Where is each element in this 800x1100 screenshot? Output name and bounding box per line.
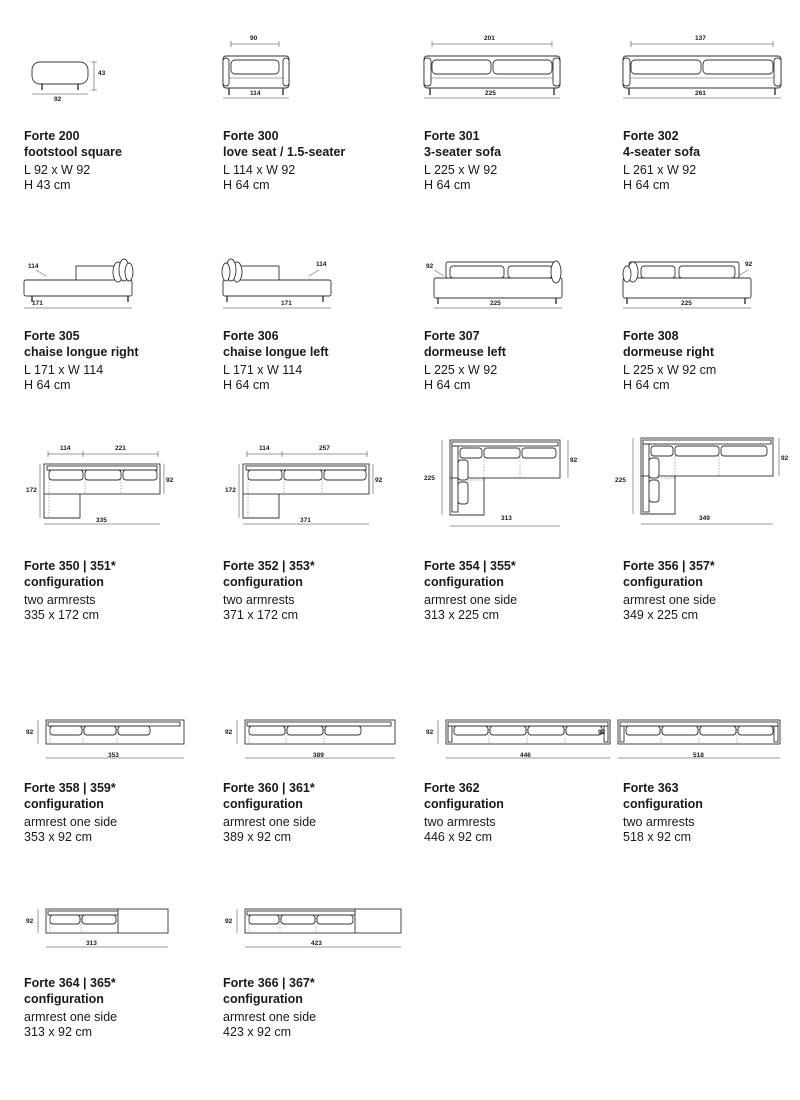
product-dimensions: L 92 x W 92 xyxy=(24,163,91,177)
drawing-outline xyxy=(281,915,315,924)
dimension-label: 92 xyxy=(781,455,789,462)
drawing-outline xyxy=(47,466,157,470)
product-code: Forte 358 | 359* xyxy=(24,781,116,795)
product-code: Forte 362 xyxy=(424,781,480,795)
dimension-label: 43 xyxy=(98,70,106,77)
product-code: Forte 350 | 351* xyxy=(24,559,116,573)
product-dimensions: L 225 x W 92 cm xyxy=(623,363,717,377)
product-code: Forte 302 xyxy=(623,129,679,143)
product-name: chaise longue right xyxy=(24,345,139,359)
drawing-outline xyxy=(448,726,452,742)
dimension-label: 137 xyxy=(695,35,706,42)
product-name: configuration xyxy=(24,575,104,589)
dimension-label: 335 xyxy=(96,517,107,524)
configuration-362-plan xyxy=(424,700,614,770)
drawing-outline xyxy=(123,470,157,480)
configuration-350-plan xyxy=(24,440,214,540)
product-description: armrest one side xyxy=(424,593,518,607)
product-description: armrest one side xyxy=(223,1010,317,1024)
product-dimensions: 313 x 225 cm xyxy=(424,608,500,622)
drawing-outline xyxy=(649,458,659,478)
cushion xyxy=(551,261,561,283)
drawing-outline xyxy=(626,726,660,735)
drawing-outline xyxy=(508,266,552,278)
drawing-outline xyxy=(566,726,602,735)
drawing-outline xyxy=(246,466,366,470)
product-dimensions: 446 x 92 cm xyxy=(424,830,493,844)
product-dimensions: 335 x 172 cm xyxy=(24,608,100,622)
dimension-label: 92 xyxy=(54,96,62,103)
product-code: Forte 305 xyxy=(24,329,80,343)
dormeuse-left-drawing xyxy=(424,250,614,330)
drawing-outline xyxy=(641,266,675,278)
product-name: configuration xyxy=(223,797,303,811)
product-name: configuration xyxy=(24,797,104,811)
configuration-364-plan xyxy=(24,895,214,965)
drawing-outline xyxy=(460,448,482,458)
dimension-label: 114 xyxy=(259,445,270,452)
dimension-label: 389 xyxy=(313,752,324,759)
dimension-line xyxy=(309,270,319,276)
product-height: H 64 cm xyxy=(623,178,670,192)
drawing-outline xyxy=(631,60,701,74)
footstool-drawing xyxy=(24,30,214,130)
drawing-outline xyxy=(82,915,116,924)
product-code: Forte 306 xyxy=(223,329,279,343)
drawing-outline xyxy=(48,911,118,915)
drawing-outline xyxy=(283,58,289,86)
drawing-outline xyxy=(452,446,458,512)
dimension-label: 92 xyxy=(166,477,174,484)
dimension-label: 92 xyxy=(225,918,233,925)
drawing-outline xyxy=(231,60,279,74)
product-code: Forte 308 xyxy=(623,329,679,343)
dimension-label: 446 xyxy=(520,752,531,759)
product-code: Forte 352 | 353* xyxy=(223,559,315,573)
drawing-outline xyxy=(432,60,491,74)
drawing-outline xyxy=(679,266,735,278)
product-name: dormeuse left xyxy=(424,345,506,359)
drawing-outline xyxy=(24,280,132,296)
product-code: Forte 307 xyxy=(424,329,480,343)
dimension-label: 92 xyxy=(598,729,606,736)
cushion xyxy=(222,263,230,281)
product-name: 4-seater sofa xyxy=(623,145,701,159)
product-code: Forte 354 | 355* xyxy=(424,559,516,573)
drawing-outline xyxy=(649,480,659,502)
product-code: Forte 356 | 357* xyxy=(623,559,715,573)
drawing-outline xyxy=(450,266,504,278)
drawing-outline xyxy=(643,444,649,512)
drawing-outline xyxy=(651,446,673,456)
drawing-outline xyxy=(620,726,624,742)
product-height: H 43 cm xyxy=(24,178,71,192)
dimension-label: 92 xyxy=(26,918,34,925)
product-code: Forte 300 xyxy=(223,129,279,143)
product-dimensions: 389 x 92 cm xyxy=(223,830,292,844)
drawing-outline xyxy=(249,915,279,924)
drawing-outline xyxy=(32,62,88,84)
drawing-outline xyxy=(458,460,468,480)
product-name: configuration xyxy=(424,797,504,811)
drawing-outline xyxy=(118,726,150,735)
product-code: Forte 200 xyxy=(24,129,80,143)
drawing-outline xyxy=(522,448,556,458)
product-name: configuration xyxy=(623,575,703,589)
product-name: configuration xyxy=(24,992,104,1006)
dimension-label: 423 xyxy=(311,940,322,947)
drawing-outline xyxy=(247,911,355,915)
product-code: Forte 366 | 367* xyxy=(223,976,315,990)
drawing-outline xyxy=(643,440,771,444)
product-description: armrest one side xyxy=(24,815,118,829)
drawing-outline xyxy=(721,446,767,456)
drawing-outline xyxy=(774,726,778,742)
dimension-label: 349 xyxy=(699,515,710,522)
dimension-label: 92 xyxy=(26,729,34,736)
dimension-label: 225 xyxy=(490,300,501,307)
drawing-outline xyxy=(454,726,488,735)
dimension-label: 261 xyxy=(695,90,706,97)
drawing-outline xyxy=(738,726,773,735)
drawing-outline xyxy=(48,722,180,726)
configuration-356-plan xyxy=(615,440,800,540)
cushion xyxy=(125,263,133,281)
product-description: two armrests xyxy=(24,593,96,607)
drawing-outline xyxy=(50,915,80,924)
drawing-outline xyxy=(434,278,562,298)
drawing-outline xyxy=(49,470,83,480)
product-code: Forte 360 | 361* xyxy=(223,781,315,795)
dimension-label: 225 xyxy=(681,300,692,307)
product-dimensions: 313 x 92 cm xyxy=(24,1025,93,1039)
product-dimensions: 518 x 92 cm xyxy=(623,830,692,844)
product-dimensions: L 114 x W 92 xyxy=(223,163,296,177)
drawing-outline xyxy=(424,58,431,86)
drawing-outline xyxy=(458,482,468,504)
drawing-outline xyxy=(623,58,630,86)
drawing-outline xyxy=(44,494,80,518)
dimension-label: 518 xyxy=(693,752,704,759)
product-dimensions: L 171 x W 114 xyxy=(223,363,303,377)
drawing-outline xyxy=(317,915,353,924)
three-seater-drawing xyxy=(424,30,614,130)
dimension-label: 90 xyxy=(250,35,258,42)
drawing-outline xyxy=(620,722,778,726)
chaise-longue-right-drawing xyxy=(24,250,214,330)
drawing-outline xyxy=(85,470,121,480)
product-height: H 64 cm xyxy=(223,378,270,392)
dimension-label: 114 xyxy=(250,90,261,97)
product-height: H 64 cm xyxy=(223,178,270,192)
dimension-label: 92 xyxy=(745,261,753,268)
drawing-outline xyxy=(50,726,82,735)
product-height: H 64 cm xyxy=(24,378,71,392)
drawing-outline xyxy=(448,722,608,726)
product-description: two armrests xyxy=(623,815,695,829)
configuration-363-plan xyxy=(600,700,790,770)
product-height: H 64 cm xyxy=(623,378,670,392)
product-name: dormeuse right xyxy=(623,345,714,359)
product-height: H 64 cm xyxy=(424,378,471,392)
product-dimensions: L 171 x W 114 xyxy=(24,363,104,377)
product-name: configuration xyxy=(223,575,303,589)
love-seat-drawing xyxy=(223,30,413,130)
product-dimensions: L 225 x W 92 xyxy=(424,363,498,377)
dormeuse-right-drawing xyxy=(623,250,800,330)
product-name: footstool square xyxy=(24,145,122,159)
drawing-outline xyxy=(623,278,751,298)
drawing-outline xyxy=(284,470,322,480)
dimension-label: 92 xyxy=(570,457,578,464)
dimension-line xyxy=(36,270,46,276)
configuration-352-plan xyxy=(223,440,413,540)
dimension-label: 171 xyxy=(281,300,292,307)
dimension-label: 371 xyxy=(300,517,311,524)
dimension-label: 225 xyxy=(424,475,435,482)
product-dimensions: L 225 x W 92 xyxy=(424,163,498,177)
product-name: 3-seater sofa xyxy=(424,145,502,159)
drawing-outline xyxy=(223,280,331,296)
product-dimensions: L 261 x W 92 xyxy=(623,163,697,177)
product-description: armrest one side xyxy=(223,815,317,829)
chaise-longue-left-drawing xyxy=(223,250,413,330)
drawing-outline xyxy=(243,494,279,518)
four-seater-drawing xyxy=(623,30,800,130)
product-name: love seat / 1.5-seater xyxy=(223,145,346,159)
drawing-outline xyxy=(223,58,229,86)
product-description: two armrests xyxy=(223,593,295,607)
product-dimensions: 423 x 92 cm xyxy=(223,1025,292,1039)
configuration-358-plan xyxy=(24,700,214,770)
configuration-366-plan xyxy=(223,895,413,965)
drawing-outline xyxy=(247,722,391,726)
drawing-outline xyxy=(703,60,773,74)
product-code: Forte 363 xyxy=(623,781,679,795)
dimension-label: 225 xyxy=(615,477,626,484)
dimension-label: 114 xyxy=(60,445,71,452)
drawing-outline xyxy=(249,726,285,735)
drawing-outline xyxy=(490,726,526,735)
dimension-label: 313 xyxy=(501,515,512,522)
product-code: Forte 364 | 365* xyxy=(24,976,116,990)
product-name: chaise longue left xyxy=(223,345,329,359)
product-dimensions: 349 x 225 cm xyxy=(623,608,699,622)
dimension-line xyxy=(738,270,748,276)
drawing-outline xyxy=(248,470,282,480)
drawing-outline xyxy=(553,58,560,86)
product-name: configuration xyxy=(424,575,504,589)
drawing-outline xyxy=(700,726,736,735)
dimension-label: 92 xyxy=(225,729,233,736)
cushion xyxy=(623,266,631,282)
configuration-354-plan xyxy=(424,440,614,540)
drawing-outline xyxy=(675,446,719,456)
drawing-outline xyxy=(484,448,520,458)
dimension-label: 92 xyxy=(375,477,383,484)
drawing-outline xyxy=(84,726,116,735)
drawing-outline xyxy=(662,726,698,735)
product-height: H 64 cm xyxy=(424,178,471,192)
product-description: armrest one side xyxy=(24,1010,118,1024)
drawing-outline xyxy=(774,58,781,86)
dimension-label: 201 xyxy=(484,35,495,42)
drawing-outline xyxy=(239,266,279,280)
product-name: configuration xyxy=(623,797,703,811)
dimension-label: 257 xyxy=(319,445,330,452)
dimension-label: 225 xyxy=(485,90,496,97)
dimension-label: 171 xyxy=(32,300,43,307)
product-description: two armrests xyxy=(424,815,496,829)
drawing-outline xyxy=(324,470,366,480)
dimension-label: 114 xyxy=(316,261,327,268)
product-name: configuration xyxy=(223,992,303,1006)
drawing-outline xyxy=(287,726,323,735)
dimension-line xyxy=(434,270,444,276)
drawing-outline xyxy=(528,726,564,735)
drawing-outline xyxy=(325,726,361,735)
dimension-label: 114 xyxy=(28,263,39,270)
configuration-360-plan xyxy=(223,700,413,770)
dimension-label: 221 xyxy=(115,445,126,452)
drawing-outline xyxy=(493,60,552,74)
product-description: armrest one side xyxy=(623,593,717,607)
dimension-label: 172 xyxy=(26,487,37,494)
dimension-label: 353 xyxy=(108,752,119,759)
product-code: Forte 301 xyxy=(424,129,480,143)
drawing-outline xyxy=(76,266,116,280)
product-dimensions: 371 x 172 cm xyxy=(223,608,299,622)
dimension-label: 313 xyxy=(86,940,97,947)
product-dimensions: 353 x 92 cm xyxy=(24,830,93,844)
dimension-label: 92 xyxy=(426,263,434,270)
dimension-label: 92 xyxy=(426,729,434,736)
drawing-outline xyxy=(452,442,558,446)
dimension-label: 172 xyxy=(225,487,236,494)
